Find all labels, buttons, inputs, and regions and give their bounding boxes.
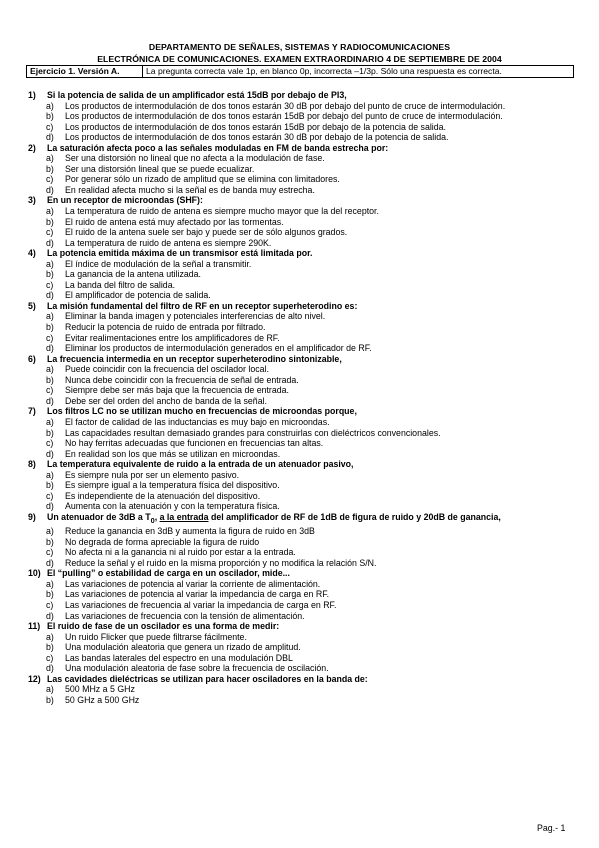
question — [28, 406, 588, 459]
option-text: No hay ferritas adecuadas que funcionen en frecuencias tan altas. — [65, 438, 324, 449]
option-text: Un ruido Flicker que puede filtrarse fácilmente. — [65, 631, 247, 642]
option-text: Puede coincidir con la frecuencia del oscilador local. — [65, 364, 269, 375]
option-text: Es independiente de la atenuación del dispositivo. — [65, 490, 261, 501]
question — [28, 459, 588, 512]
answer-option — [28, 185, 588, 196]
question-text: Los filtros LC no se utilizan mucho en frecuencias de microondas porque, — [47, 406, 357, 417]
question-number: 8) — [28, 459, 36, 470]
question-stem — [28, 459, 588, 470]
answer-option — [28, 217, 588, 228]
answer-option — [28, 695, 588, 706]
question-stem — [28, 90, 588, 101]
answer-option — [28, 269, 588, 280]
option-text: Nunca debe coincidir con la frecuencia de señal de entrada. — [65, 374, 299, 385]
question-text-part: , — [154, 511, 160, 522]
exercise-box — [26, 65, 574, 78]
question-text: Si la potencia de salida de un amplificador está 15dB por debajo de PI3, — [47, 90, 347, 100]
question-stem — [28, 674, 588, 685]
option-letter: d) — [46, 501, 54, 512]
question-text-part: Un atenuador de 3dB a T — [47, 511, 151, 522]
question-number: 7) — [28, 406, 36, 417]
answer-option — [28, 238, 588, 249]
option-text: En realidad afecta mucho si la señal es de banda muy estrecha. — [65, 184, 315, 195]
page-number: Pag.- 1 — [537, 823, 566, 833]
option-letter: a) — [46, 684, 54, 695]
option-text: Las capacidades resultan demasiado grandes para construirlas con dieléctricos convencionales. — [65, 427, 441, 438]
option-letter: a) — [46, 100, 54, 111]
answer-option — [28, 122, 588, 133]
option-text: Eliminar los productos de intermodulación generados en el amplificador de RF. — [65, 343, 372, 354]
option-letter: b) — [46, 216, 54, 227]
question-number: 4) — [28, 248, 36, 259]
question — [28, 301, 588, 354]
answer-option — [28, 600, 588, 611]
option-text: Reduce la ganancia en 3dB y aumenta la figura de ruido en 3dB — [65, 526, 315, 537]
option-text: Evitar realimentaciones entre los amplificadores de RF. — [65, 332, 280, 343]
option-text: El amplificador de potencia de salida. — [65, 290, 211, 301]
option-text: Los productos de intermodulación de dos tonos estarán 30 dB por debajo del punto de cruce de intermodulación. — [65, 100, 506, 111]
answer-option — [28, 153, 588, 164]
question-number: 6) — [28, 353, 36, 364]
option-text: En realidad son los que más se utilizan en microondas. — [65, 448, 281, 459]
option-text: Ser una distorsión lineal que se puede ecualizar. — [65, 163, 255, 174]
question-text: En un receptor de microondas (SHF): — [47, 195, 203, 206]
answer-option — [28, 375, 588, 386]
option-text: 500 MHz a 5 GHz — [65, 684, 135, 695]
question-number: 9) — [28, 511, 36, 522]
option-text: La banda del filtro de salida. — [65, 279, 176, 290]
option-letter: d) — [46, 395, 54, 406]
option-letter: b) — [46, 480, 54, 491]
option-letter: c) — [46, 279, 54, 290]
option-text: Por generar sólo un rizado de amplitud que se elimina con limitadores. — [65, 174, 340, 185]
option-letter: b) — [46, 163, 54, 174]
question-text: La saturación afecta poco a las señales moduladas en FM de banda estrecha por: — [47, 142, 389, 153]
option-text: Los productos de intermodulación de dos tonos estarán 30 dB por debajo de la potencia de salida. — [65, 132, 449, 143]
option-text: 50 GHz a 500 GHz — [65, 694, 140, 705]
option-letter: d) — [46, 184, 54, 195]
answer-option — [28, 101, 588, 112]
option-text: No afecta ni a la ganancia ni al ruido por estar a la entrada. — [65, 547, 296, 558]
answer-option — [28, 132, 588, 143]
scoring-rule: La pregunta correcta vale 1p, en blanco 0p, incorrecta –1/3p. Sólo una respuesta es correcta. — [146, 66, 502, 76]
option-letter: a) — [46, 364, 54, 375]
answer-option — [28, 491, 588, 502]
answer-option — [28, 632, 588, 643]
answer-option — [28, 174, 588, 185]
option-letter: a) — [46, 631, 54, 642]
option-letter: c) — [46, 652, 54, 663]
option-text: El ruido de la antena suele ser bajo y puede ser de sólo algunos grados. — [65, 227, 348, 238]
answer-option — [28, 653, 588, 664]
question-text: Las cavidades dieléctricas se utilizan para hacer osciladores en la banda de: — [47, 673, 368, 684]
question-text: El “pulling” o estabilidad de carga en un oscilador, mide... — [47, 568, 290, 579]
option-text: Las variaciones de frecuencia al variar la impedancia de carga en RF. — [65, 600, 337, 610]
option-letter: a) — [46, 258, 54, 269]
answer-option — [28, 501, 588, 512]
option-letter: c) — [46, 490, 54, 501]
option-text: Las bandas laterales del espectro en una modulación DBL — [65, 652, 293, 663]
answer-option — [28, 470, 588, 481]
option-letter: b) — [46, 322, 54, 333]
option-letter: a) — [46, 153, 54, 164]
question-text: La frecuencia intermedia en un receptor superheterodino sintonizable, — [47, 353, 342, 364]
option-letter: d) — [46, 290, 54, 301]
question-number: 2) — [28, 142, 36, 153]
option-text: Reduce la señal y el ruido en la misma proporción y no modifica la relación S/N. — [65, 557, 377, 568]
option-letter: b) — [46, 642, 54, 653]
answer-option — [28, 663, 588, 674]
question — [28, 354, 588, 407]
answer-option — [28, 417, 588, 428]
option-text: El índice de modulación de la señal a transmitir. — [65, 258, 252, 269]
question-stem — [28, 568, 588, 579]
question-text-part: 0 — [150, 515, 155, 525]
answer-option — [28, 428, 588, 439]
option-text: El factor de calidad de las inductancias es muy bajo en microondas. — [65, 416, 330, 427]
option-text: Es siempre igual a la temperatura física del dispositivo. — [65, 480, 280, 491]
question-number: 10) — [28, 568, 41, 579]
answer-option — [28, 396, 588, 407]
option-text: Las variaciones de frecuencia con la tensión de alimentación. — [65, 610, 305, 621]
option-letter: c) — [46, 438, 54, 449]
answer-option — [28, 227, 588, 238]
answer-option — [28, 589, 588, 600]
question — [28, 512, 588, 568]
answer-option — [28, 611, 588, 622]
department-title: DEPARTAMENTO DE SEÑALES, SISTEMAS Y RADIOCOMUNICACIONES — [148, 42, 451, 52]
answer-option — [28, 684, 588, 695]
option-letter: d) — [46, 132, 54, 143]
option-letter: c) — [46, 600, 54, 610]
question-stem — [28, 143, 588, 154]
option-text: Aumenta con la atenuación y con la temperatura física. — [65, 501, 280, 512]
answer-option — [28, 642, 588, 653]
option-letter: a) — [46, 469, 54, 480]
answer-option — [28, 206, 588, 217]
option-letter: b) — [46, 536, 54, 547]
exercise-label: Ejercicio 1. Versión A. — [27, 66, 143, 77]
option-letter: b) — [46, 111, 54, 122]
question-number: 11) — [28, 621, 41, 632]
option-text: El ruido de antena está muy afectado por las tormentas. — [65, 216, 284, 227]
answer-option — [28, 333, 588, 344]
answer-option — [28, 311, 588, 322]
option-letter: d) — [46, 343, 54, 354]
question — [28, 621, 588, 674]
question-text: La temperatura equivalente de ruido a la entrada de un atenuador pasivo, — [47, 459, 354, 470]
option-text: Los productos de intermodulación de dos tonos estarán 15dB por debajo del punto de cruce de intermodulación. — [65, 111, 503, 122]
answer-option — [28, 164, 588, 175]
answer-option — [28, 480, 588, 491]
question-stem — [28, 195, 588, 206]
option-letter: c) — [46, 227, 54, 238]
answer-option — [28, 547, 588, 558]
option-letter: c) — [46, 121, 54, 132]
option-text: Las variaciones de potencia al variar la impedancia de carga en RF. — [65, 589, 330, 600]
option-text: La ganancia de la antena utilizada. — [65, 269, 201, 280]
question — [28, 248, 588, 301]
answer-option — [28, 364, 588, 375]
answer-option — [28, 322, 588, 333]
option-letter: a) — [46, 311, 54, 322]
answer-option — [28, 438, 588, 449]
option-text: Debe ser del orden del ancho de banda de la señal. — [65, 395, 267, 406]
option-letter: a) — [46, 526, 54, 537]
option-text: Siempre debe ser más baja que la frecuencia de entrada. — [65, 385, 289, 396]
question-number: 3) — [28, 195, 36, 206]
question-stem — [28, 248, 588, 259]
answer-option — [28, 343, 588, 354]
option-text: Es siempre nula por ser un elemento pasivo. — [65, 469, 240, 480]
question-text: El ruido de fase de un oscilador es una forma de medir: — [47, 621, 280, 632]
option-letter: a) — [46, 206, 54, 217]
option-letter: d) — [46, 237, 54, 248]
option-text: Ser una distorsión no lineal que no afecta a la modulación de fase. — [65, 153, 325, 164]
question-stem — [28, 354, 588, 365]
option-text: No degrada de forma apreciable la figura de ruido — [65, 536, 260, 547]
question-stem — [28, 301, 588, 312]
option-text: Una modulación aleatoria que genera un rizado de amplitud. — [65, 642, 301, 653]
answer-option — [28, 385, 588, 396]
question — [28, 568, 588, 621]
option-letter: a) — [46, 578, 54, 589]
option-text: Reducir la potencia de ruido de entrada por filtrado. — [65, 322, 266, 333]
answer-option — [28, 259, 588, 270]
question — [28, 143, 588, 196]
answer-option — [28, 449, 588, 460]
option-letter: c) — [46, 547, 54, 558]
option-letter: c) — [46, 174, 54, 185]
answer-option — [28, 526, 588, 537]
question — [28, 674, 588, 706]
option-letter: c) — [46, 385, 54, 396]
option-text: La temperatura de ruido de antena es siempre mucho mayor que la del receptor. — [65, 206, 379, 217]
question-stem — [28, 406, 588, 417]
question-stem — [28, 512, 588, 526]
answer-option — [28, 290, 588, 301]
question-text — [47, 512, 501, 526]
question-text-part: a la entrada — [159, 511, 209, 522]
question — [28, 90, 588, 143]
option-letter: b) — [46, 589, 54, 600]
option-letter: a) — [46, 416, 54, 427]
option-text: La temperatura de ruido de antena es siempre 290K. — [65, 237, 272, 248]
answer-option — [28, 537, 588, 548]
question-text-part: del amplificador de RF de 1dB de figura de ruido y 20dB de ganancia, — [208, 511, 501, 522]
option-letter: d) — [46, 557, 54, 568]
question-text: La potencia emitida máxima de un transmisor está limitada por. — [47, 248, 313, 259]
option-text: Los productos de intermodulación de dos tonos estarán 15dB por debajo de la potencia de salida. — [65, 121, 446, 132]
question-stem — [28, 621, 588, 632]
question-text: La misión fundamental del filtro de RF en un receptor superheterodino es: — [47, 300, 358, 311]
question-number: 12) — [28, 673, 41, 684]
question-list — [28, 90, 588, 705]
option-letter: d) — [46, 448, 54, 459]
option-text: Eliminar la banda imagen y potenciales interferencias de alto nivel. — [65, 311, 326, 322]
answer-option — [28, 280, 588, 291]
answer-option — [28, 111, 588, 122]
option-letter: d) — [46, 610, 54, 621]
question-number: 5) — [28, 300, 36, 311]
option-letter: c) — [46, 332, 54, 343]
option-letter: b) — [46, 269, 54, 280]
answer-option — [28, 558, 588, 569]
option-text: Una modulación aleatoria de fase sobre la frecuencia de oscilación. — [65, 663, 329, 674]
question — [28, 195, 588, 248]
option-text: Las variaciones de potencia al variar la corriente de alimentación. — [65, 578, 321, 589]
question-number: 1) — [28, 90, 36, 100]
option-letter: b) — [46, 694, 54, 705]
exam-title: ELECTRÓNICA DE COMUNICACIONES. EXAMEN EXTRAORDINARIO 4 DE SEPTIEMBRE DE 2004 — [97, 54, 502, 64]
option-letter: b) — [46, 374, 54, 385]
option-letter: b) — [46, 427, 54, 438]
option-letter: d) — [46, 663, 54, 674]
answer-option — [28, 579, 588, 590]
